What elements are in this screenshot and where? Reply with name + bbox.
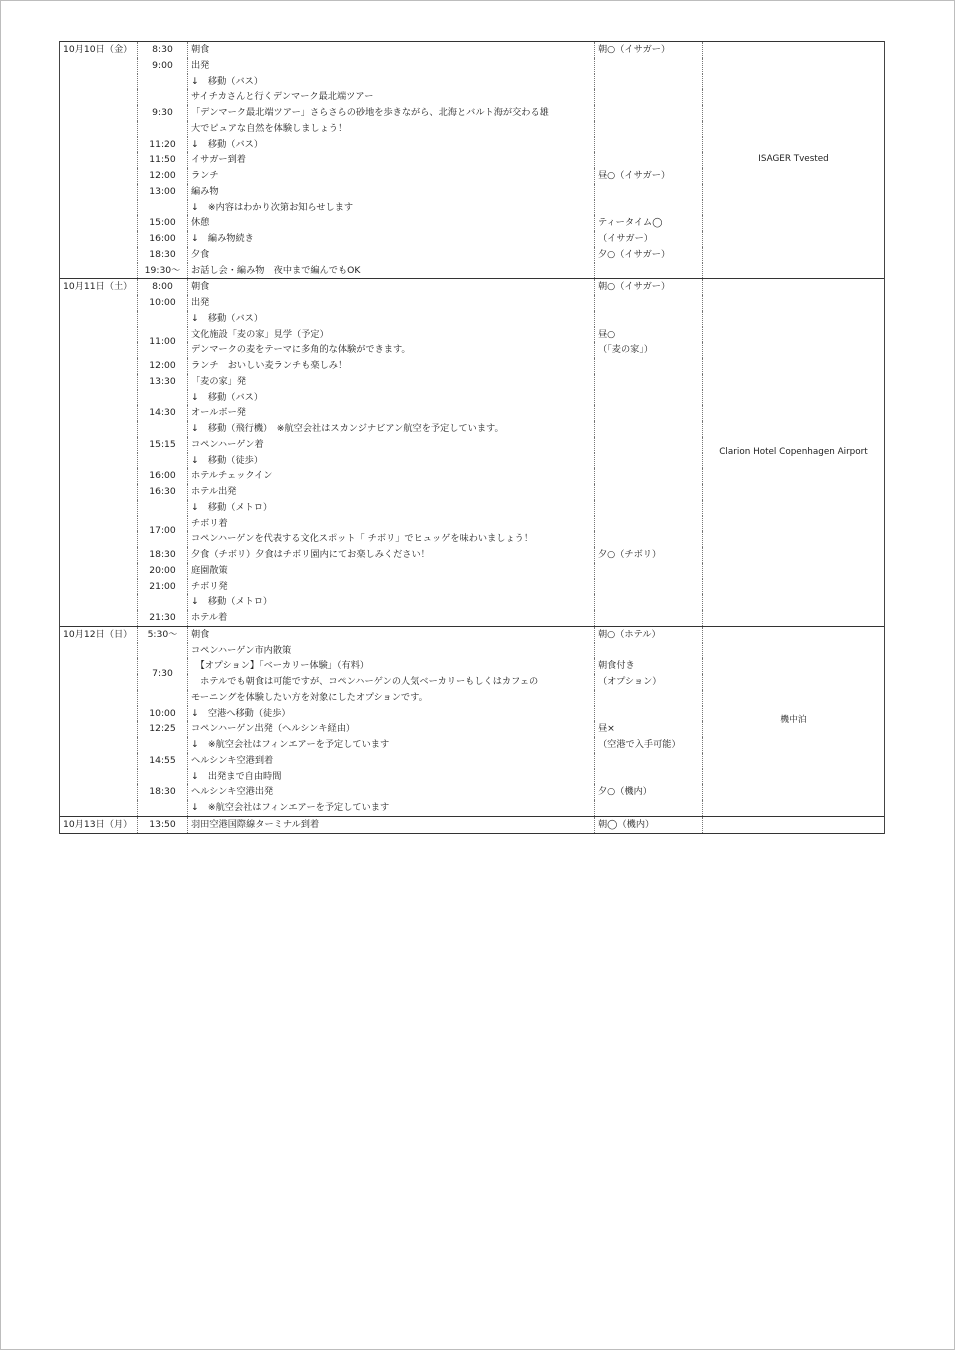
activity-cell: ↓ ※航空会社はフィンエアーを予定しています bbox=[188, 800, 595, 816]
time-cell: 18:30 bbox=[138, 784, 188, 800]
activity-cell: モーニングを体験したい方を対象にしたオプションです。 bbox=[188, 690, 595, 706]
time-cell: 10:00 bbox=[138, 295, 188, 311]
time-cell: 13:30 bbox=[138, 374, 188, 390]
time-cell: 9:00 bbox=[138, 58, 188, 74]
time-cell: 11:00 bbox=[138, 327, 188, 359]
time-cell: 16:00 bbox=[138, 231, 188, 247]
time-cell: 12:00 bbox=[138, 358, 188, 374]
activity-cell: 朝食 bbox=[188, 42, 595, 58]
activity-cell: ↓ 出発まで自由時間 bbox=[188, 769, 595, 785]
activity-cell: 文化施設「麦の家」見学（予定） bbox=[188, 327, 595, 343]
meal-cell bbox=[595, 152, 703, 168]
meal-cell bbox=[595, 263, 703, 279]
time-cell: 7:30 bbox=[138, 643, 188, 706]
hotel-cell: 機中泊 bbox=[703, 626, 885, 816]
time-cell: 14:30 bbox=[138, 405, 188, 421]
time-cell bbox=[138, 390, 188, 406]
meal-cell bbox=[595, 58, 703, 74]
meal-cell bbox=[595, 437, 703, 453]
activity-cell: ホテルでも朝食は可能ですが、コペンハーゲンの人気ベーカリーもしくはカフェの bbox=[188, 674, 595, 690]
day-section bbox=[60, 42, 885, 279]
activity-cell: チボリ発 bbox=[188, 579, 595, 595]
meal-cell: 昼○（イサガー） bbox=[595, 168, 703, 184]
activity-cell: ランチ bbox=[188, 168, 595, 184]
meal-cell bbox=[595, 500, 703, 516]
time-cell bbox=[138, 89, 188, 105]
activity-cell: ↓ 移動（徒歩） bbox=[188, 453, 595, 469]
activity-cell: ホテル着 bbox=[188, 610, 595, 626]
meal-cell: 朝○（ホテル） bbox=[595, 626, 703, 642]
activity-cell: ホテルチェックイン bbox=[188, 468, 595, 484]
meal-cell bbox=[595, 311, 703, 327]
day-date: 10月13日（月） bbox=[60, 816, 138, 833]
time-cell: 13:50 bbox=[138, 816, 188, 833]
activity-cell: ↓ ※航空会社はフィンエアーを予定しています bbox=[188, 737, 595, 753]
activity-cell: 朝食 bbox=[188, 279, 595, 295]
meal-cell bbox=[595, 531, 703, 547]
activity-cell: オールボー発 bbox=[188, 405, 595, 421]
meal-cell bbox=[595, 374, 703, 390]
day-section bbox=[60, 816, 885, 833]
meal-cell: 朝○（イサガー） bbox=[595, 42, 703, 58]
day-date: 10月11日（土） bbox=[60, 279, 138, 627]
meal-cell bbox=[595, 753, 703, 769]
meal-cell bbox=[595, 121, 703, 137]
activity-cell: 大でピュアな自然を体験しましょう！ bbox=[188, 121, 595, 137]
meal-cell bbox=[595, 706, 703, 722]
time-cell: 21:30 bbox=[138, 610, 188, 626]
activity-cell: 夕食（チボリ）夕食はチボリ園内にてお楽しみください！ bbox=[188, 547, 595, 563]
activity-cell: ランチ おいしい麦ランチも楽しみ！ bbox=[188, 358, 595, 374]
activity-cell: チボリ着 bbox=[188, 516, 595, 532]
itinerary-row bbox=[60, 42, 885, 58]
meal-cell: （空港で入手可能） bbox=[595, 737, 703, 753]
activity-cell: サイチカさんと行くデンマーク最北端ツアー bbox=[188, 89, 595, 105]
time-cell: 14:55 bbox=[138, 753, 188, 769]
activity-cell: ↓ ※内容はわかり次第お知らせします bbox=[188, 200, 595, 216]
time-cell bbox=[138, 74, 188, 90]
meal-cell: ティータイム◯ bbox=[595, 215, 703, 231]
meal-cell: 朝○（イサガー） bbox=[595, 279, 703, 295]
time-cell bbox=[138, 769, 188, 785]
meal-cell bbox=[595, 405, 703, 421]
activity-cell: ↓ 編み物続き bbox=[188, 231, 595, 247]
time-cell bbox=[138, 421, 188, 437]
meal-cell bbox=[595, 74, 703, 90]
time-cell: 15:00 bbox=[138, 215, 188, 231]
time-cell: 18:30 bbox=[138, 547, 188, 563]
activity-cell: ↓ 移動（飛行機） ※航空会社はスカンジナビアン航空を予定しています。 bbox=[188, 421, 595, 437]
activity-cell: ↓ 移動（メトロ） bbox=[188, 500, 595, 516]
day-date: 10月10日（金） bbox=[60, 42, 138, 279]
day-date: 10月12日（日） bbox=[60, 626, 138, 816]
meal-cell bbox=[595, 390, 703, 406]
day-section bbox=[60, 626, 885, 816]
activity-cell: 羽田空港国際線ターミナル到着 bbox=[188, 816, 595, 833]
time-cell bbox=[138, 311, 188, 327]
hotel-cell: ISAGER Tvested bbox=[703, 42, 885, 279]
meal-cell: 朝食付き bbox=[595, 658, 703, 674]
meal-cell: 昼○ bbox=[595, 327, 703, 343]
time-cell bbox=[138, 121, 188, 137]
meal-cell bbox=[595, 200, 703, 216]
meal-cell bbox=[595, 579, 703, 595]
time-cell: 20:00 bbox=[138, 563, 188, 579]
time-cell: 11:50 bbox=[138, 152, 188, 168]
meal-cell bbox=[595, 358, 703, 374]
meal-cell bbox=[595, 800, 703, 816]
time-cell: 13:00 bbox=[138, 184, 188, 200]
time-cell: 10:00 bbox=[138, 706, 188, 722]
meal-cell: （イサガー） bbox=[595, 231, 703, 247]
activity-cell: ↓ 移動（バス） bbox=[188, 311, 595, 327]
time-cell bbox=[138, 453, 188, 469]
meal-cell bbox=[595, 643, 703, 659]
activity-cell: 出発 bbox=[188, 295, 595, 311]
time-cell: 11:20 bbox=[138, 137, 188, 153]
activity-cell: ↓ 移動（バス） bbox=[188, 137, 595, 153]
activity-cell: お話し会・編み物 夜中まで編んでもOK bbox=[188, 263, 595, 279]
time-cell: 12:00 bbox=[138, 168, 188, 184]
time-cell: 16:30 bbox=[138, 484, 188, 500]
activity-cell: 【オプション】「ベーカリー体験」（有料） bbox=[188, 658, 595, 674]
activity-cell: ↓ 移動（メトロ） bbox=[188, 594, 595, 610]
time-cell bbox=[138, 200, 188, 216]
meal-cell: 夕○（イサガー） bbox=[595, 247, 703, 263]
activity-cell: 庭園散策 bbox=[188, 563, 595, 579]
meal-cell bbox=[595, 184, 703, 200]
itinerary-row bbox=[60, 626, 885, 642]
activity-cell: コペンハーゲン出発（ヘルシンキ経由） bbox=[188, 721, 595, 737]
activity-cell: 夕食 bbox=[188, 247, 595, 263]
meal-cell bbox=[595, 421, 703, 437]
time-cell: 8:30 bbox=[138, 42, 188, 58]
activity-cell: 「デンマーク最北端ツアー」さらさらの砂地を歩きながら、北海とバルト海が交わる雄 bbox=[188, 105, 595, 121]
meal-cell bbox=[595, 105, 703, 121]
meal-cell bbox=[595, 563, 703, 579]
activity-cell: ↓ 移動（バス） bbox=[188, 390, 595, 406]
activity-cell: 出発 bbox=[188, 58, 595, 74]
meal-cell: 朝◯（機内） bbox=[595, 816, 703, 833]
time-cell bbox=[138, 500, 188, 516]
itinerary-row bbox=[60, 816, 885, 833]
meal-cell bbox=[595, 769, 703, 785]
day-section bbox=[60, 279, 885, 627]
meal-cell bbox=[595, 484, 703, 500]
activity-cell: 編み物 bbox=[188, 184, 595, 200]
meal-cell: （「麦の家」） bbox=[595, 342, 703, 358]
hotel-cell bbox=[703, 816, 885, 833]
hotel-cell: Clarion Hotel Copenhagen Airport bbox=[703, 279, 885, 627]
itinerary-row bbox=[60, 279, 885, 295]
time-cell bbox=[138, 594, 188, 610]
time-cell: 19:30〜 bbox=[138, 263, 188, 279]
activity-cell: ↓ 空港へ移動（徒歩） bbox=[188, 706, 595, 722]
time-cell: 21:00 bbox=[138, 579, 188, 595]
time-cell bbox=[138, 800, 188, 816]
meal-cell bbox=[595, 295, 703, 311]
activity-cell: イサガー到着 bbox=[188, 152, 595, 168]
activity-cell: ヘルシンキ空港到着 bbox=[188, 753, 595, 769]
time-cell bbox=[138, 737, 188, 753]
meal-cell: 夕○（機内） bbox=[595, 784, 703, 800]
time-cell: 15:15 bbox=[138, 437, 188, 453]
meal-cell bbox=[595, 516, 703, 532]
meal-cell bbox=[595, 453, 703, 469]
itinerary-table bbox=[59, 41, 885, 834]
meal-cell bbox=[595, 610, 703, 626]
activity-cell: ホテル出発 bbox=[188, 484, 595, 500]
time-cell: 5:30〜 bbox=[138, 626, 188, 642]
activity-cell: コペンハーゲン着 bbox=[188, 437, 595, 453]
activity-cell: 休憩 bbox=[188, 215, 595, 231]
meal-cell bbox=[595, 89, 703, 105]
activity-cell: 朝食 bbox=[188, 626, 595, 642]
time-cell: 18:30 bbox=[138, 247, 188, 263]
activity-cell: デンマークの麦をテーマに多角的な体験ができます。 bbox=[188, 342, 595, 358]
meal-cell bbox=[595, 594, 703, 610]
meal-cell bbox=[595, 137, 703, 153]
meal-cell bbox=[595, 690, 703, 706]
activity-cell: ↓ 移動（バス） bbox=[188, 74, 595, 90]
time-cell: 8:00 bbox=[138, 279, 188, 295]
time-cell: 9:30 bbox=[138, 105, 188, 121]
activity-cell: 「麦の家」発 bbox=[188, 374, 595, 390]
meal-cell: 夕○（チボリ） bbox=[595, 547, 703, 563]
meal-cell bbox=[595, 468, 703, 484]
time-cell: 17:00 bbox=[138, 516, 188, 548]
time-cell: 12:25 bbox=[138, 721, 188, 737]
meal-cell: 昼× bbox=[595, 721, 703, 737]
activity-cell: ヘルシンキ空港出発 bbox=[188, 784, 595, 800]
activity-cell: コペンハーゲン市内散策 bbox=[188, 643, 595, 659]
time-cell: 16:00 bbox=[138, 468, 188, 484]
meal-cell: （オプション） bbox=[595, 674, 703, 690]
activity-cell: コペンハーゲンを代表する文化スポット「 チボリ」でヒュッゲを味わいましょう！ bbox=[188, 531, 595, 547]
